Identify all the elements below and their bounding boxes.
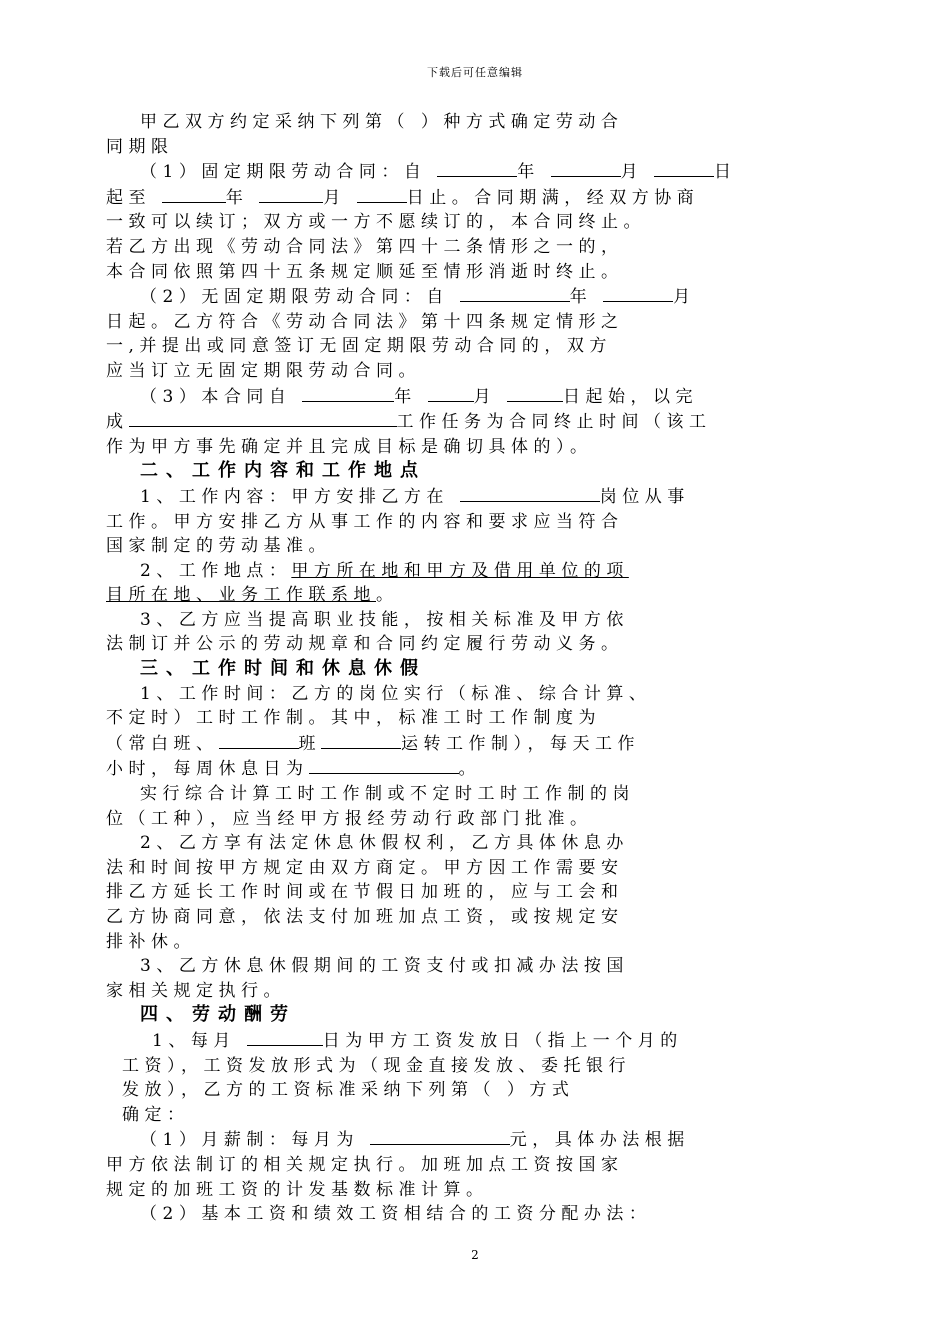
blank-field[interactable]	[654, 159, 714, 177]
text: 。	[458, 759, 481, 780]
text: 年	[225, 187, 260, 208]
paragraph: 位（工种），应当经甲方报经劳动行政部门批准。	[106, 808, 593, 829]
paragraph: 本合同依照第四十五条规定顺延至情形消逝时终止。	[106, 261, 624, 282]
blank-field[interactable]	[551, 159, 621, 177]
text: 日	[714, 162, 737, 183]
paragraph	[106, 1127, 858, 1153]
text: 日为甲方工资发放日（指上一个月的	[322, 1030, 683, 1051]
blank-field[interactable]	[460, 484, 600, 502]
paragraph: （2）基本工资和绩效工资相结合的工资分配办法：	[140, 1204, 652, 1225]
blank-field[interactable]	[428, 384, 474, 402]
text: 工作任务为合同终止时间（该工	[396, 412, 712, 433]
paragraph: 规定的加班工资的计发基数标准计算。	[106, 1179, 489, 1200]
paragraph	[106, 484, 858, 510]
paragraph: 乙方协商同意，依法支付加班加点工资，或按规定安	[106, 907, 624, 927]
paragraph: 同期限	[106, 136, 174, 157]
page-header: 下载后可任意编辑	[427, 66, 523, 79]
text: 年	[517, 162, 551, 183]
paragraph: 排补休。	[106, 931, 196, 952]
paragraph: 确定：	[122, 1104, 190, 1125]
section-heading: 四、劳动酬劳	[140, 1004, 296, 1026]
section-heading: 三、工作时间和休息休假	[140, 658, 426, 680]
paragraph: 发放），乙方的工资标准采纳下列第（ ）方式	[122, 1080, 575, 1101]
text: 月	[473, 386, 508, 407]
text: 1、工作内容：甲方安排乙方在	[140, 486, 460, 507]
section-heading: 二、工作内容和工作地点	[140, 460, 426, 482]
paragraph	[106, 384, 858, 410]
blank-field[interactable]	[357, 185, 407, 203]
paragraph	[106, 159, 858, 185]
blank-field[interactable]	[129, 409, 397, 427]
paragraph: 作为甲方事先确定并且完成目标是确切具体的）。	[106, 436, 593, 457]
blank-field[interactable]	[603, 284, 673, 302]
text: 岗位从事	[599, 486, 690, 507]
paragraph: 家相关规定执行。	[106, 980, 286, 1001]
text: 起至	[106, 187, 162, 208]
text: 。	[376, 585, 399, 606]
text: 1、每月	[152, 1030, 247, 1051]
blank-field[interactable]	[460, 284, 570, 302]
paragraph: 甲乙双方约定采纳下列第（ ）种方式确定劳动合	[140, 112, 624, 132]
text: 小时，每周休息日为	[106, 759, 309, 780]
text: （1）月薪制：每月为	[140, 1130, 370, 1151]
blank-field[interactable]	[219, 731, 299, 749]
paragraph	[106, 559, 858, 584]
text: 月	[323, 187, 357, 208]
paragraph	[106, 756, 858, 782]
text: （常白班、	[106, 733, 219, 754]
paragraph: 实行综合计算工时工作制或不定时工时工作制的岗	[140, 784, 635, 805]
paragraph: 法和时间按甲方规定由双方商定。甲方因工作需要安	[106, 857, 624, 878]
text: 年	[569, 287, 604, 308]
blank-field[interactable]	[370, 1127, 510, 1145]
text: （1）固定期限劳动合同：自	[140, 162, 438, 183]
paragraph: 若乙方出现《劳动合同法》第四十二条情形之一的，	[106, 236, 624, 257]
work-location-value: 甲方所在地和甲方及借用单位的项	[291, 560, 629, 581]
paragraph: 一,并提出或同意签订无固定期限劳动合同的，双方	[106, 336, 612, 357]
paragraph: 一致可以续订；双方或一方不愿续订的，本合同终止。	[106, 212, 646, 233]
paragraph: 法制订并公示的劳动规章和合同约定履行劳动义务。	[106, 634, 624, 655]
paragraph	[106, 185, 858, 211]
text: （2）无固定期限劳动合同：自	[140, 287, 460, 308]
paragraph: 甲方依法制订的相关规定执行。加班加点工资按国家	[106, 1154, 624, 1175]
paragraph: 2、乙方享有法定休息休假权利，乙方具体休息办	[140, 833, 629, 854]
paragraph	[106, 409, 858, 435]
paragraph: 应当订立无固定期限劳动合同。	[106, 360, 421, 381]
text: 运转工作制），每天工作	[401, 733, 640, 754]
paragraph: 日起。乙方符合《劳动合同法》第十四条规定情形之	[106, 311, 624, 332]
paragraph: 国家制定的劳动基准。	[106, 536, 331, 557]
paragraph	[106, 284, 858, 310]
page-number: 2	[471, 1248, 479, 1262]
text: 2、工作地点：	[140, 560, 292, 581]
contract-body	[106, 110, 858, 1227]
text: 月	[673, 287, 696, 308]
blank-field[interactable]	[309, 756, 459, 774]
text: 日起始，以完	[563, 386, 699, 407]
blank-field[interactable]	[507, 384, 563, 402]
blank-field[interactable]	[162, 185, 226, 203]
text: 日止。合同期满，经双方协商	[406, 187, 700, 208]
text: （3）本合同自	[140, 386, 303, 407]
blank-field[interactable]	[437, 159, 517, 177]
paragraph: 3、乙方应当提高职业技能，按相关标准及甲方依	[140, 609, 629, 630]
paragraph: 3、乙方休息休假期间的工资支付或扣减办法按国	[140, 956, 629, 977]
paragraph: 工资），工资发放形式为（现金直接发放、委托银行	[122, 1055, 631, 1076]
paragraph	[106, 1028, 858, 1054]
text: 班	[298, 733, 321, 754]
paragraph: 排乙方延长工作时间或在节假日加班的，应与工会和	[106, 882, 624, 903]
text: 年	[394, 386, 428, 407]
blank-field[interactable]	[259, 185, 323, 203]
paragraph: 1、工作时间：乙方的岗位实行（标准、综合计算、	[140, 683, 652, 704]
work-location-value: 目所在地、业务工作联系地	[106, 585, 376, 606]
paragraph: 不定时）工时工作制。其中，标准工时工作制度为	[106, 708, 601, 729]
text: 元，具体办法根据	[509, 1130, 690, 1151]
blank-field[interactable]	[247, 1028, 323, 1046]
paragraph: 工作。甲方安排乙方从事工作的内容和要求应当符合	[106, 511, 624, 532]
paragraph	[106, 583, 858, 608]
text: 成	[106, 412, 129, 433]
paragraph	[106, 731, 858, 757]
blank-field[interactable]	[302, 384, 394, 402]
blank-field[interactable]	[321, 731, 401, 749]
text: 月	[620, 162, 655, 183]
